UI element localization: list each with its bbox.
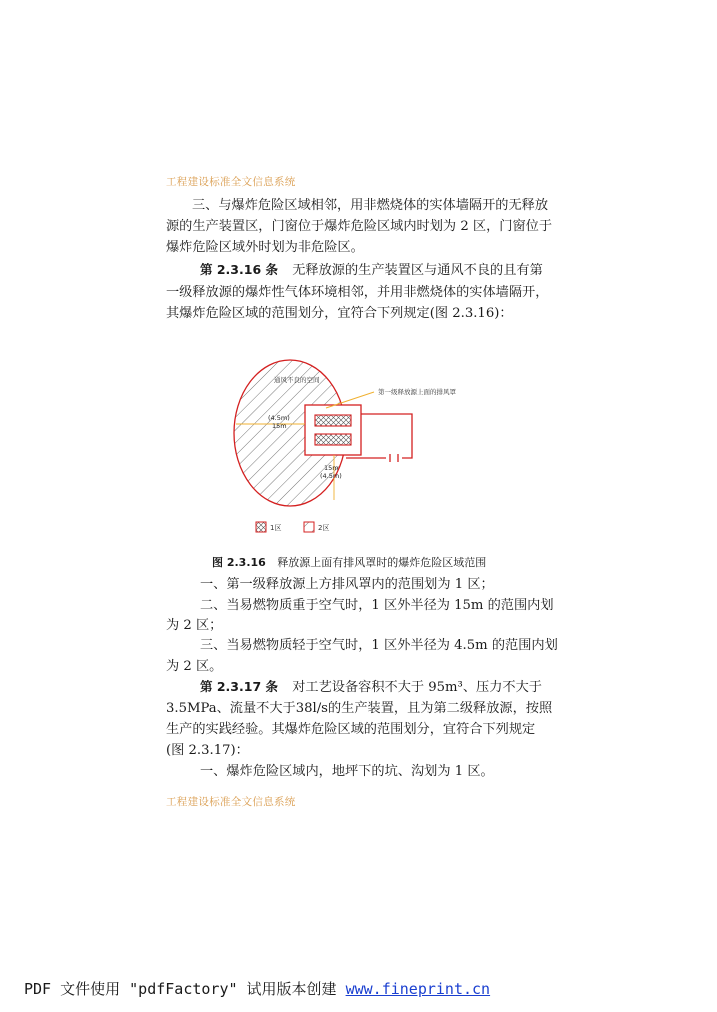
clause-2317-first-line — [200, 676, 542, 695]
fineprint-link[interactable]: www.fineprint.cn — [345, 980, 491, 998]
figure-2316-diagram — [226, 350, 486, 540]
dim-upper-b: 15m — [272, 422, 287, 430]
clause-2317-line-1: 对工艺设备容积不大于 95m³、压力不大于 — [292, 680, 542, 695]
exhaust-duct — [361, 414, 412, 458]
legend-zone1-swatch — [256, 522, 266, 532]
header-watermark: 工程建设标准全文信息系统 — [166, 176, 296, 188]
figure-caption — [212, 554, 486, 570]
zone1-bar-bottom — [315, 434, 351, 445]
caption-number: 图 2.3.16 — [212, 556, 266, 569]
legend-zone2-swatch — [304, 522, 314, 532]
rule-2-line-2: 为 2 区； — [166, 618, 223, 633]
clause-2316-label: 第 2.3.16 条 — [200, 262, 278, 277]
label-hood: 第一级释放源上面的排风罩 — [378, 388, 456, 396]
rule-2-line-1: 二、当易燃物质重于空气时，1 区外半径为 15m 的范围内划 — [200, 598, 554, 613]
caption-text: 释放源上面有排风罩时的爆炸危险区域范围 — [277, 556, 487, 569]
clause-2316-line-2: 一级释放源的爆炸性气体环境相邻，并用非燃烧体的实体墙隔开， — [166, 285, 549, 300]
p1-line-2: 源的生产装置区，门窗位于爆炸危险区域内时划为 2 区，门窗位于 — [166, 219, 553, 234]
pdf-creator-footer — [24, 978, 490, 999]
footer-watermark: 工程建设标准全文信息系统 — [166, 796, 296, 808]
dim-lower-b: (4.5m) — [320, 472, 342, 480]
clause-2316-line-1: 无释放源的生产装置区与通风不良的且有第 — [292, 263, 543, 278]
clause-2316-line-3: 其爆炸危险区域的范围划分，宜符合下列规定(图 2.3.16)： — [166, 306, 513, 321]
rule-last: 一、爆炸危险区域内，地坪下的坑、沟划为 1 区。 — [200, 764, 494, 779]
legend-zone2-label: 2区 — [318, 524, 330, 532]
rule-3-line-2: 为 2 区。 — [166, 659, 223, 674]
clause-2316-first-line — [200, 259, 543, 278]
clause-2317-line-3: 生产的实践经验。其爆炸危险区域的范围划分，宜符合下列规定 — [166, 722, 536, 737]
rule-1: 一、第一级释放源上方排风罩内的范围划为 1 区； — [200, 577, 494, 592]
dim-upper-a: (4.5m) — [268, 414, 290, 422]
label-ventilation: 通风不良的空间 — [274, 376, 320, 384]
dim-lower-a: 15m — [324, 464, 339, 472]
clause-2317-line-2: 3.5MPa、流量不大于38l/s的生产装置，且为第二级释放源，按照 — [166, 701, 553, 716]
p1-line-3: 爆炸危险区域外时划为非危险区。 — [166, 240, 364, 255]
rule-3-line-1: 三、当易燃物质轻于空气时，1 区外半径为 4.5m 的范围内划 — [200, 638, 558, 653]
p1-line-1: 三、与爆炸危险区域相邻，用非燃烧体的实体墙隔开的无释放 — [192, 198, 549, 213]
clause-2317-line-4: (图 2.3.17)： — [166, 743, 249, 758]
hood-box — [305, 405, 361, 455]
zone1-bar-top — [315, 415, 351, 426]
legend-zone1-label: 1区 — [270, 524, 282, 532]
clause-2317-label: 第 2.3.17 条 — [200, 679, 278, 694]
pdf-footer-prefix: PDF 文件使用 "pdfFactory" 试用版本创建 — [24, 980, 346, 998]
